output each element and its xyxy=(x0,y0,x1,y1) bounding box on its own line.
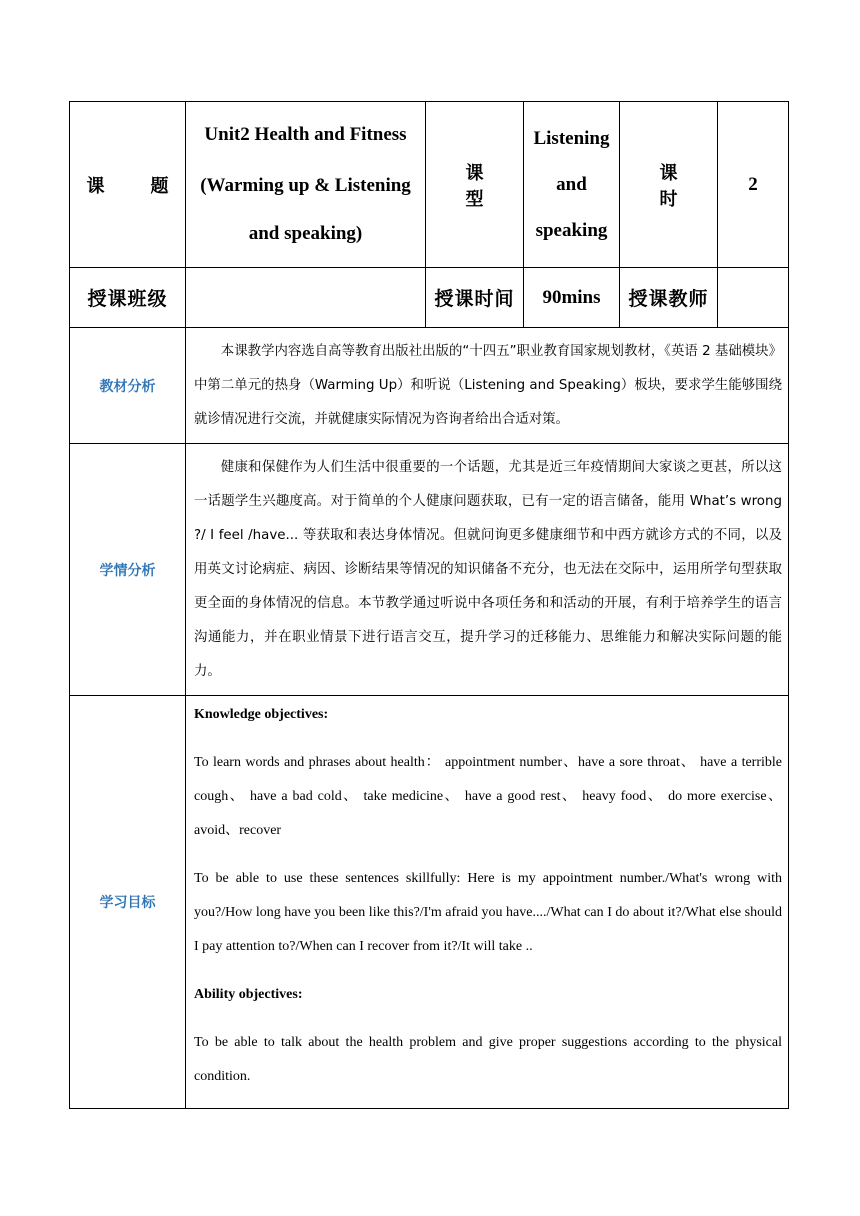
type-label: 课 型 xyxy=(426,102,524,268)
learner-label: 学情分析 xyxy=(70,444,186,696)
time-label: 授课时间 xyxy=(426,268,524,328)
topic-line-2: (Warming up & Listening xyxy=(200,174,411,196)
header-row xyxy=(70,102,789,268)
ability-objective: To be able to talk about the health problem and give proper suggestions according to the physical condition. xyxy=(194,1035,782,1084)
type-line-1: Listening xyxy=(533,127,610,149)
objectives-label: 学习目标 xyxy=(70,696,186,1109)
type-value xyxy=(524,102,620,268)
material-text-cell xyxy=(186,328,789,444)
topic-label: 课 题 xyxy=(70,102,186,268)
knowledge-objectives-title: Knowledge objectives: xyxy=(194,707,329,722)
material-text: 本课教学内容选自高等教育出版社出版的“十四五”职业教育国家规划教材，《英语 2 基础模块》中第二单元的热身（Warming Up）和听说（Listening and Speaking）板块，要求学生能够围绕就诊情况进行交流，并就健康实际情况为咨询者给出合适对策。 xyxy=(194,343,782,427)
objectives-row xyxy=(70,696,789,1109)
topic-value xyxy=(186,102,426,268)
ability-objectives-title: Ability objectives: xyxy=(194,987,303,1002)
learner-row xyxy=(70,444,789,696)
sentences-objective: To be able to use these sentences skillfully: Here is my appointment number./What's wrong with you?/How long have you been like this?/I'm afraid you have..../What can I do about it?/What else should I pay attention to?/When can I recover from it?/It will take .. xyxy=(194,871,782,954)
type-line-3: speaking xyxy=(535,219,608,241)
lesson-plan-table xyxy=(69,101,789,1109)
topic-line-3: and speaking) xyxy=(248,222,363,244)
class-info-row xyxy=(70,268,789,328)
words-objective: To learn words and phrases about health： appointment number、have a sore throat、 have a terrible cough、 have a bad cold、 take medicine、 have a good rest、 heavy food、 do more exercise、avoid、recover xyxy=(194,755,782,838)
material-label: 教材分析 xyxy=(70,328,186,444)
objectives-text-cell xyxy=(186,696,789,1109)
teacher-value xyxy=(718,268,789,328)
topic-line-1: Unit2 Health and Fitness xyxy=(204,123,407,145)
time-value: 90mins xyxy=(524,268,620,328)
material-row xyxy=(70,328,789,444)
type-line-2: and xyxy=(556,173,587,195)
class-label: 授课班级 xyxy=(70,268,186,328)
hours-label: 课 时 xyxy=(620,102,718,268)
class-value xyxy=(186,268,426,328)
teacher-label: 授课教师 xyxy=(620,268,718,328)
learner-text: 健康和保健作为人们生活中很重要的一个话题，尤其是近三年疫情期间大家谈之更甚，所以这一话题学生兴趣度高。对于简单的个人健康问题获取，已有一定的语言储备，能用 What’s wrong ?/ I feel /have... 等获取和表达身体情况。但就问询更多健康细节和中西方就诊方式的不同，以及用英文讨论病症、病因、诊断结果等情况的知识储备不充分，也无法在交际中，运用所学句型获取更全面的身体情况的信息。本节教学通过听说中各项任务和和活动的开展，有利于培养学生的语言沟通能力，并在职业情景下进行语言交互，提升学习的迁移能力、思维能力和解决实际问题的能力。 xyxy=(194,459,782,679)
learner-text-cell xyxy=(186,444,789,696)
hours-value: 2 xyxy=(718,102,789,268)
